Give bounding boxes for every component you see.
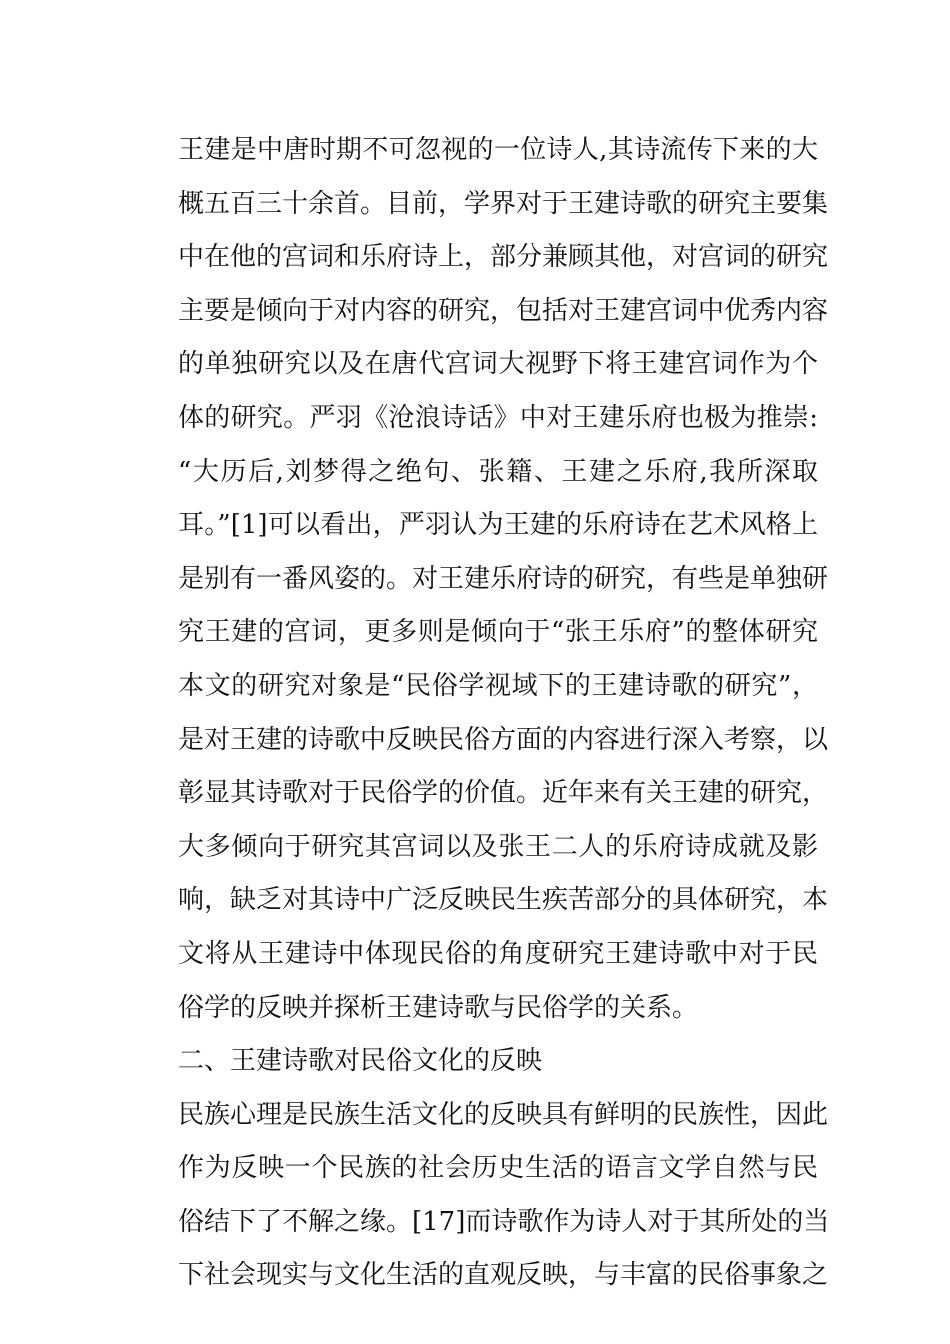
text-line: “大历后,刘梦得之绝句、张籍、王建之乐府,我所深取 (178, 456, 818, 487)
text-line: 概五百三十余首。目前，学界对于王建诗歌的研究主要集 (178, 188, 829, 219)
section-heading: 二、王建诗歌对民俗文化的反映 (178, 1046, 543, 1077)
text-line: 文将从王建诗中体现民俗的角度研究王建诗歌中对于民 (178, 938, 818, 969)
text-line: 是对王建的诗歌中反映民俗方面的内容进行深入考察，以 (178, 724, 829, 755)
text-line: 究王建的宫词，更多则是倾向于“张王乐府”的整体研究 (178, 617, 818, 648)
text-line: 耳。”[1]可以看出，严羽认为王建的乐府诗在艺术风格上 (178, 510, 818, 541)
text-line: 民族心理是民族生活文化的反映具有鲜明的民族性，因此 (178, 1099, 829, 1130)
text-line: 中在他的宫词和乐府诗上，部分兼顾其他，对宫词的研究 (178, 242, 829, 273)
text-line: 的单独研究以及在唐代宫词大视野下将王建宫词作为个 (178, 349, 818, 380)
text-line: 体的研究。严羽《沧浪诗话》中对王建乐府也极为推崇: (178, 402, 818, 433)
text-line: 王建是中唐时期不可忽视的一位诗人,其诗流传下来的大 (178, 135, 818, 165)
text-line: 作为反映一个民族的社会历史生活的语言文学自然与民 (178, 1153, 818, 1184)
paragraph-end-line: 俗学的反映并探析王建诗歌与民俗学的关系。 (178, 992, 699, 1023)
text-line: 俗结下了不解之缘。[17]而诗歌作为诗人对于其所处的当 (178, 1206, 830, 1237)
text-line: 彰显其诗歌对于民俗学的价值。近年来有关王建的研究， (178, 778, 829, 809)
text-line: 是别有一番风姿的。对王建乐府诗的研究，有些是单独研 (178, 563, 829, 594)
text-line: 下社会现实与文化生活的直观反映，与丰富的民俗事象之 (178, 1260, 829, 1291)
text-line: 主要是倾向于对内容的研究，包括对王建宫词中优秀内容 (178, 295, 829, 326)
text-line: 本文的研究对象是“民俗学视域下的王建诗歌的研究”， (178, 670, 818, 701)
text-line: 响，缺乏对其诗中广泛反映民生疾苦部分的具体研究，本 (178, 885, 829, 916)
body-text (178, 124, 830, 1303)
text-line: 大多倾向于研究其宫词以及张王二人的乐府诗成就及影 (178, 831, 818, 862)
